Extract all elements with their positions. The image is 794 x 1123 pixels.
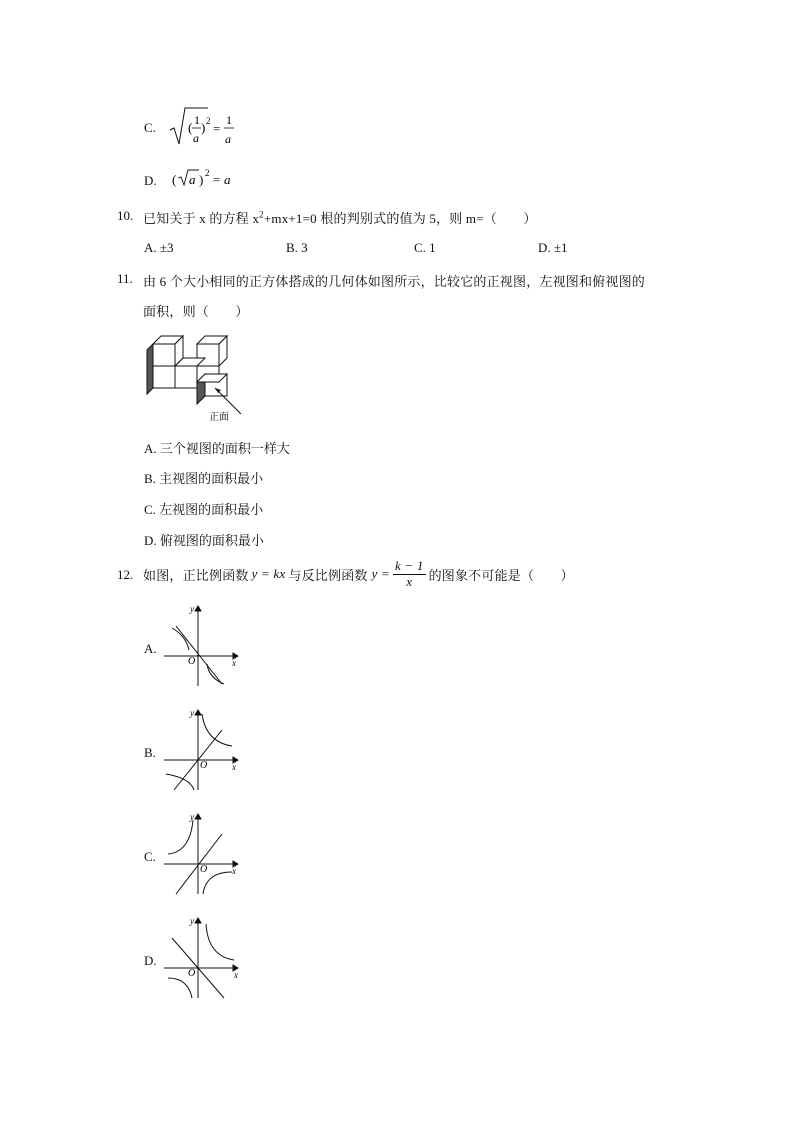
svg-text:(: (	[188, 120, 193, 135]
q12-graph-b	[160, 706, 244, 794]
q12-graph-c	[160, 810, 244, 898]
svg-text:x: x	[232, 866, 236, 876]
q11-choice-d[interactable]: D. 俯视图的面积最小	[144, 533, 264, 548]
q11-stem-line2: 面积，则（ ）	[143, 304, 249, 319]
svg-text:O: O	[188, 656, 196, 667]
svg-text:x: x	[232, 658, 236, 668]
q10-choice-a[interactable]: A. ±3	[144, 240, 174, 255]
q9-option-c-label: C.	[144, 120, 156, 135]
q10-choice-c[interactable]: C. 1	[414, 240, 436, 255]
q12-stem: 如图，正比例函数 y = kx 与反比例函数 y = $\frac{k - 1}{x}$ 的图象不可能是（ ）	[143, 558, 574, 589]
q11-stem-line1: 由 6 个大小相同的正方体搭成的几何体如图所示，比较它的正视图，左视图和俯视图的	[143, 274, 646, 289]
q9-c-rhs-den: a	[225, 132, 231, 146]
q12-choice-a[interactable]: A.	[144, 641, 157, 656]
q10-choice-d[interactable]: D. ±1	[538, 240, 568, 255]
q12-choice-c[interactable]: C.	[144, 849, 156, 864]
svg-text:y: y	[190, 916, 194, 926]
q9-c-eq: =	[213, 121, 221, 136]
svg-text:): )	[201, 120, 206, 135]
q12-choice-d[interactable]: D.	[144, 953, 157, 968]
svg-text:x: x	[232, 762, 236, 772]
q10-choice-b[interactable]: B. 3	[286, 240, 308, 255]
q9-option-c-formula	[168, 104, 248, 150]
svg-text:O: O	[200, 864, 208, 875]
q9-c-rhs-num: 1	[226, 113, 232, 127]
q11-cube-figure	[143, 330, 253, 428]
svg-text:y: y	[190, 708, 194, 718]
q12-graph-a	[160, 602, 244, 690]
q9-option-d-formula	[168, 166, 248, 190]
q10-number: 10.	[117, 208, 134, 223]
q12-choice-b[interactable]: B.	[144, 745, 156, 760]
q11-choice-c[interactable]: C. 左视图的面积最小	[144, 502, 264, 517]
svg-text:y: y	[190, 812, 194, 822]
q11-figure-label: 正面	[209, 412, 229, 423]
svg-text:2: 2	[205, 168, 210, 178]
svg-text:a: a	[189, 172, 196, 187]
svg-text:y: y	[190, 604, 194, 614]
q9-c-a: a	[193, 131, 199, 145]
svg-text:): )	[199, 172, 204, 187]
q11-choice-a[interactable]: A. 三个视图的面积一样大	[144, 441, 290, 456]
svg-text:= a: = a	[212, 172, 231, 187]
svg-text:(: (	[172, 172, 177, 187]
q11-number: 11.	[117, 271, 133, 286]
svg-text:x: x	[234, 970, 238, 980]
q12-number: 12.	[117, 567, 134, 582]
svg-text:O: O	[188, 968, 196, 979]
q9-option-d-label: D.	[144, 173, 157, 188]
q9-c-sq: 2	[206, 116, 211, 126]
q12-graph-d	[160, 914, 244, 1002]
q11-choice-b[interactable]: B. 主视图的面积最小	[144, 471, 264, 486]
svg-text:O: O	[200, 760, 208, 771]
q10-stem: 已知关于 x 的方程 $x^2+mx+1=0$ 根的判别式的值为 5，则 m=（ ）	[143, 209, 537, 226]
q9-c-one: 1	[194, 113, 200, 127]
